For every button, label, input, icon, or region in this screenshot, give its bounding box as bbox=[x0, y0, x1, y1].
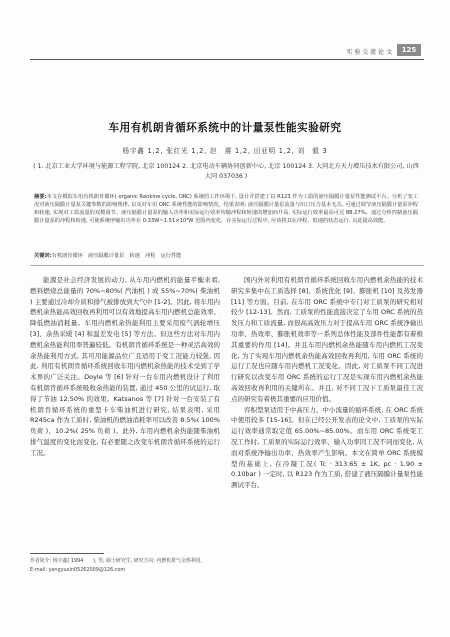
abstract bbox=[34, 194, 418, 226]
section-divider bbox=[30, 265, 424, 266]
author-affiliations: ( 1. 北京工业大学环境与能源工程学院, 北京 100124 2. 北京电动车辆协同创新中心, 北京 100124 3. 大同北方天力增压技术有限公司, 山西 大同 037036 ) bbox=[33, 163, 419, 180]
body-paragraph: 能源是社会经济发展的动力, 从车用内燃机的能量平衡来看, 燃料燃烧总能量的 70%~80%( 汽油机 ) 或 55%~70%( 柴油机 ) 主要通过冷却介质和排气被排放到大气中 [1-2]。因此, 将车用内燃机余热能高效回收再利用可以有效地提高车用内燃机总能效率、降低燃油消耗量。车用内燃机余热能利用主要采用废气涡轮增压 [3]、余热采暖 [4] 和温差发电 [5] 等方法。但这些方法对车用内燃机余热能利用率普遍较低。有机朗肯循环系统是一种灵活高效的余热能利用方式, 其可用能源品位广且适用于变工况能力较强, 因此, 利用有机朗肯循环系统回收车用内燃机余热能的技术受到了学术界的广泛关注。Doyle 等 [6] 针对一台车用内燃机设计了利用有机朗肯循环系统吸收余热能的装置, 通过 450 公里的试运行, 取得了节油 12.50% 的效果。Katsanos 等 [7] 针对一台安装了有机朗肯循环系统的重型卡车柴油机进行研究, 结果表明, 采用 R245ca 作为工质时, 柴油机的燃油消耗率可以改善 8.5%( 100% 负荷 )、10.2%( 25% 负荷 )。此外, 车用内燃机余热能随柴油机排气温度的变化而变化, 有必要随之改变车机朗肯循环系统的运行工况。 bbox=[30, 276, 220, 457]
paper-title: 车用有机朗肯循环系统中的计量泵性能实验研究 bbox=[108, 122, 342, 134]
keywords-label: 关键词: bbox=[34, 253, 52, 259]
author-footnote bbox=[30, 557, 220, 574]
abstract-text: 本文在模拟车用有机朗肯循环( organic Rankine cycle, ORC) 系统的工作环境下, 设计并搭建了以 R123 作为工质的液压隔膜计量泵性能测试平台。分析了变工况对液压隔膜计量泵关键参数的影响规律, 以及对车用 ORC 系统性能的影响情况。结果表明: 液压隔膜计量泵流量与出口压力基本无关, 可通过调节液压隔膜计量泵冲程和转速, 实现对工质流量的双模调节。液压隔膜计量泵的输入功率和实际运行效率均随冲程和转速的增加而升高, 实际运行效率最高可达 88.27%。通过分析控制液压隔膜计量泵的冲程和转速, 可使系统净输出功率在 0.33W~1.51×10³W 范围内变化。在实际运行过程中, 应该将其在冲程、低速的状态运行, 以此提高效能。 bbox=[34, 194, 419, 224]
header-divider bbox=[30, 59, 424, 60]
author-list: 杨宇鑫 1,2, 张红光 1,2, 赵 震 1,2, 田亚明 1,2, 刘 毅 3 bbox=[122, 147, 328, 155]
body-column-right bbox=[231, 275, 423, 491]
journal-column-label: 实 验 交 流 论 文 bbox=[346, 49, 392, 56]
abstract-label: 摘要: bbox=[34, 194, 47, 200]
keywords-text: 有机朗肯循环 液压隔膜计量泵 转速 冲程 运行性能 bbox=[51, 253, 182, 259]
body-column-left bbox=[30, 275, 220, 459]
footnote-bio: 作者简介: 杨宇鑫( 1994 ), 男, 硕士研究生, 研究方向: 内燃机排气余热利用。 bbox=[30, 558, 206, 564]
footnote-email: E-mail: yangyuxin0526200​9@126.com bbox=[30, 566, 126, 573]
keywords bbox=[34, 252, 418, 259]
body-paragraph: 国内外对利用有机朗肯循环系统回收车用内燃机余热能的技术研究多集中在工质选择 [8]、系统优化 [9]、膨胀机 [10] 及蒸发器 [11] 等方面。目前, 在车用 ORC 系统中专门对工质泵的研究相对较少 [12-13]。然而, 工质泵的性能直接决定了车用 ORC 系统的蒸发压力和工质流量, 而很高高效压力对于提高车用 ORC 系统净输出功率、热效率、膨胀机效率等一系列总体性能及部件性能都有着极其重要的作用 [14]。并且车用内燃机余热能随车用内燃机工况变化, 为了实现车用内燃机余热能高效回收再利用, 车用 ORC 系统的运行工况也应随车用内燃机工况变化。因此, 对工质泵不同工况进行研究以改变车用 ORC 系统的运行工况是实现车用内燃机余热能高效回收再利用的关键所在。并且, 对不同工况下工质泵最佳工况点的研究有着极其重要的应用价值。 bbox=[231, 276, 423, 403]
body-paragraph: 容积型泵适用于中高压力、中小流量的循环系统, 在 ORC 系统中使用较多 [15-16]。但在已经公开发表的论文中, 工质泵的实际运行效率通常取定值 65.00%~85.00%。而车用 ORC 系统变工况工作时, 工质泵的实际运行效率、输入功率因工况不同而变化, 从而对系统净输出功率、热效率产生影响。本文在简单 ORC 系统模型的基础上, 在冷凝工况( Tc · 313.65 ± 1K, pc · 1.90 ± 0.10bar ) 一定时, 以 R123 作为工质, 搭建了液压隔膜计量泵性能测试平台。 bbox=[231, 405, 423, 490]
page-number: 125 bbox=[397, 44, 421, 56]
footnote-divider bbox=[30, 553, 104, 554]
